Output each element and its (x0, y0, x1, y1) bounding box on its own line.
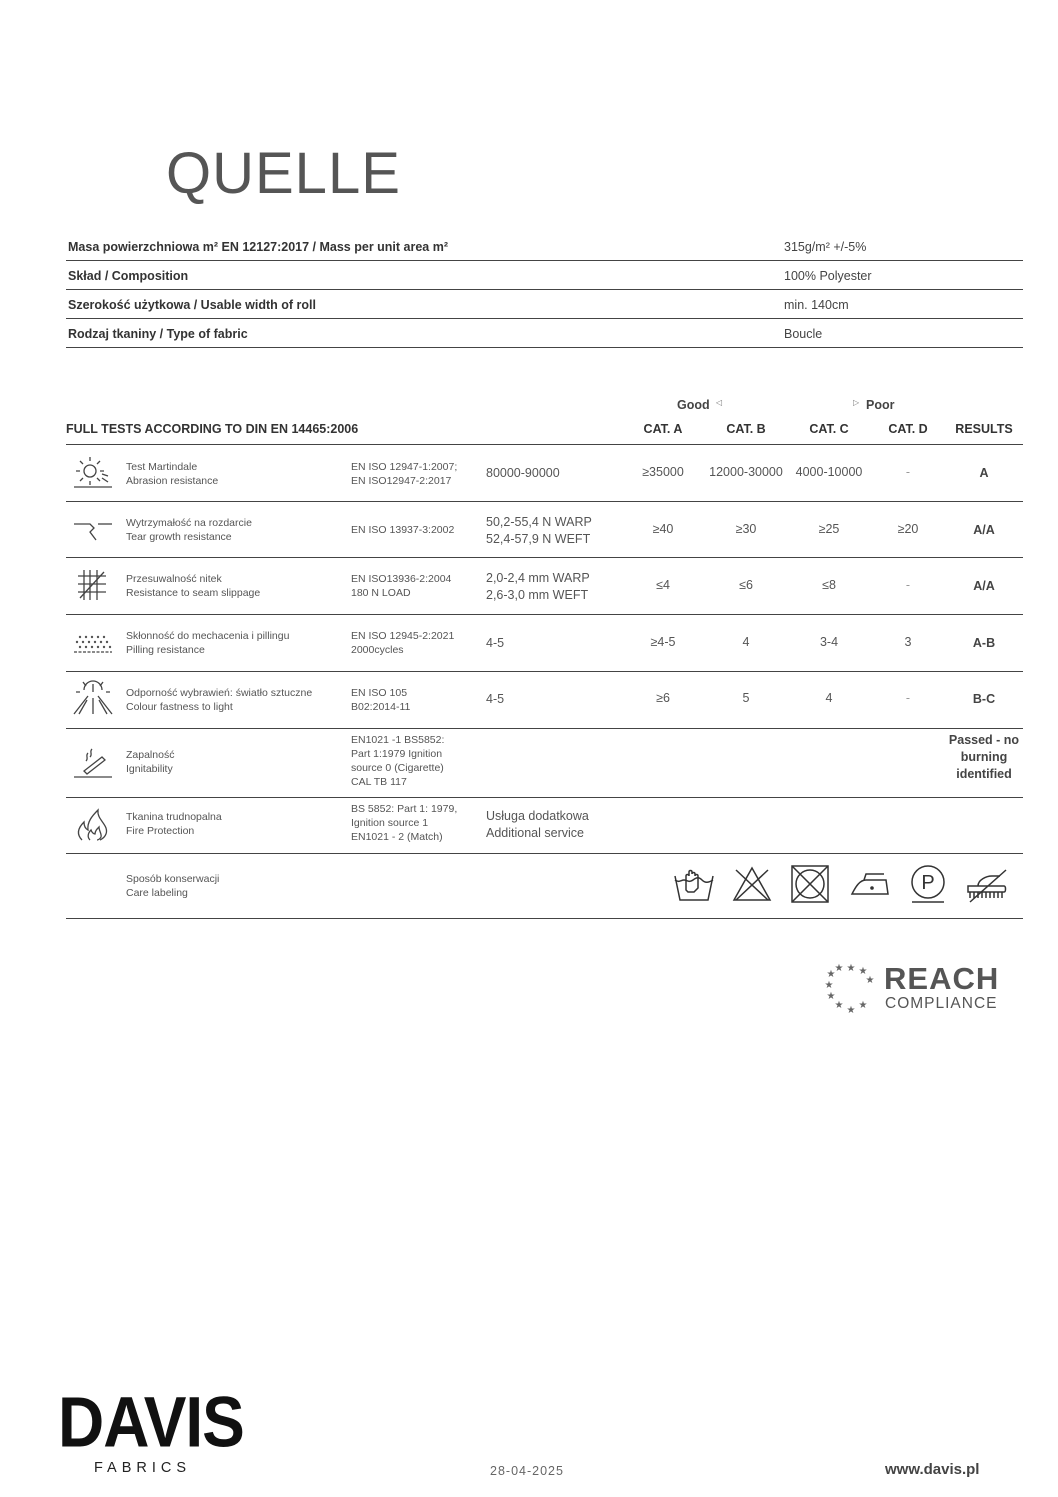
property-label: Szerokość użytkowa / Usable width of roll (68, 298, 316, 312)
cat-d-value: ≥20 (897, 522, 919, 536)
test-norm: EN ISO12947-2:2017 (351, 475, 452, 487)
test-result-value: Additional service (486, 826, 584, 840)
property-value: 100% Polyester (784, 269, 872, 283)
test-norm: EN1021 - 2 (Match) (351, 831, 443, 843)
cat-a-value: ≤4 (656, 578, 670, 592)
no-tumble-dry-icon (788, 862, 832, 906)
tests-title: FULL TESTS ACCORDING TO DIN EN 14465:2006 (66, 422, 359, 436)
cat-d-value: - (905, 465, 911, 479)
cat-b-value: 5 (742, 691, 750, 705)
website-link[interactable]: www.davis.pl (885, 1461, 980, 1478)
result-text: identified (956, 767, 1012, 781)
property-value: 315g/m² +/-5% (784, 240, 867, 254)
test-norm: Ignition source 1 (351, 817, 429, 829)
cat-d-value: 3 (904, 635, 912, 649)
cat-a-value: ≥4-5 (650, 635, 676, 649)
test-norm: EN1021 -1 BS5852: (351, 734, 445, 746)
result-text: burning (960, 750, 1008, 764)
light-fastness-icon (70, 680, 116, 718)
seam-slippage-icon (70, 566, 116, 604)
abrasion-icon (70, 454, 116, 492)
no-bleach-icon (730, 862, 774, 906)
result-class: A/A (973, 579, 995, 593)
test-name-en: Pilling resistance (126, 644, 205, 656)
property-row (66, 261, 1023, 290)
table-row (66, 558, 1023, 615)
tests-header (66, 416, 1023, 445)
table-row (66, 798, 1023, 854)
document-date: 28-04-2025 (490, 1464, 564, 1478)
test-result-value: 80000-90000 (486, 466, 560, 480)
test-result-value: Usługa dodatkowa (486, 809, 589, 823)
tests-table (66, 446, 1023, 919)
cat-a-value: ≥40 (652, 522, 674, 536)
care-label-en: Care labeling (126, 887, 188, 899)
flame-icon (70, 806, 116, 844)
dry-clean-p-icon (906, 862, 950, 906)
test-result-value: 50,2-55,4 N WARP (486, 515, 592, 529)
cat-b-value: ≤6 (739, 578, 753, 592)
test-norm: source 0 (Cigarette) (351, 762, 444, 774)
test-name-pl: Skłonność do mechacenia i pillingu (126, 630, 290, 642)
brand-name: DAVIS (58, 1381, 244, 1463)
test-norm: EN ISO 12945-2:2021 (351, 630, 455, 642)
svg-text:★: ★ (834, 1000, 844, 1011)
cat-b-value: 12000-30000 (709, 465, 783, 479)
test-norm: 180 N LOAD (351, 587, 411, 599)
property-row (66, 290, 1023, 319)
reach-title: REACH (884, 961, 1000, 996)
test-name-pl: Test Martindale (126, 461, 198, 473)
cat-d-value: - (905, 578, 911, 592)
property-value: min. 140cm (784, 298, 849, 312)
cat-c-value: 4 (825, 691, 833, 705)
cat-b-value: 4 (742, 635, 750, 649)
test-name-en: Abrasion resistance (126, 475, 219, 487)
svg-text:★: ★ (865, 975, 875, 986)
no-brush-icon (964, 862, 1010, 906)
page-title: QUELLE (166, 141, 401, 206)
property-row (66, 232, 1023, 261)
property-value: Boucle (784, 327, 823, 341)
test-result-value: 52,4-57,9 N WEFT (486, 532, 591, 546)
test-result-value: 4-5 (486, 636, 505, 650)
test-name-en: Tear growth resistance (126, 531, 232, 543)
svg-text:★: ★ (858, 966, 868, 977)
svg-text:★: ★ (858, 1000, 868, 1011)
table-row (66, 615, 1023, 672)
test-norm: EN ISO 12947-1:2007; (351, 461, 458, 473)
svg-text:★: ★ (834, 963, 844, 974)
svg-text:★: ★ (826, 969, 836, 980)
cigarette-icon (70, 743, 116, 781)
test-norm: CAL TB 117 (351, 776, 407, 788)
arrow-left-icon: ◁ (716, 398, 723, 407)
cat-a-value: ≥35000 (642, 465, 684, 479)
test-name-pl: Przesuwalność nitek (126, 573, 222, 585)
pilling-icon (70, 625, 116, 663)
table-row (66, 446, 1023, 502)
cat-b-value: ≥30 (735, 522, 757, 536)
care-label-pl: Sposób konserwacji (126, 873, 220, 885)
test-name-pl: Wytrzymałość na rozdarcie (126, 517, 252, 529)
svg-text:★: ★ (824, 980, 834, 991)
cat-a-header: CAT. A (643, 422, 683, 436)
test-name-pl: Tkanina trudnopalna (126, 811, 222, 823)
test-name-pl: Zapalność (126, 749, 175, 761)
reach-subtitle: COMPLIANCE (885, 995, 998, 1012)
result-class: A/A (973, 523, 995, 537)
table-row (66, 854, 1023, 919)
test-result-value: 2,0-2,4 mm WARP (486, 571, 590, 585)
property-label: Skład / Composition (68, 269, 189, 283)
test-norm: 2000cycles (351, 644, 404, 656)
care-icons (672, 862, 1012, 906)
test-result-value: 4-5 (486, 692, 505, 706)
test-norm: EN ISO 13937-3:2002 (351, 524, 455, 536)
result-class: A-B (972, 636, 996, 650)
test-norm: B02:2014-11 (351, 701, 411, 713)
scale-good-label: Good (677, 398, 710, 412)
dry-clean-letter: P (921, 872, 935, 894)
property-label: Rodzaj tkaniny / Type of fabric (68, 327, 248, 341)
iron-low-icon (848, 862, 892, 906)
property-label: Masa powierzchniowa m² EN 12127:2017 / Mass per unit area m² (68, 240, 449, 254)
properties-table (66, 232, 1023, 348)
test-norm: BS 5852: Part 1: 1979, (351, 803, 458, 815)
results-header: RESULTS (955, 422, 1013, 436)
test-name-pl: Odporność wybrawień: światło sztuczne (126, 687, 313, 699)
test-name-en: Ignitability (126, 763, 173, 775)
cat-c-value: 3-4 (819, 635, 839, 649)
hand-wash-icon (672, 862, 716, 906)
cat-c-value: ≤8 (822, 578, 836, 592)
test-norm: EN ISO 105 (351, 687, 408, 699)
table-row (66, 502, 1023, 558)
cat-a-value: ≥6 (656, 691, 670, 705)
cat-c-header: CAT. C (809, 422, 849, 436)
result-class: B-C (972, 692, 996, 706)
eu-stars-icon (822, 961, 880, 1017)
cat-c-value: 4000-10000 (795, 465, 863, 479)
test-name-en: Colour fastness to light (126, 701, 233, 713)
table-row (66, 729, 1023, 798)
test-norm: EN ISO13936-2:2004 (351, 573, 452, 585)
cat-b-header: CAT. B (726, 422, 766, 436)
test-norm: Part 1:1979 Ignition (351, 748, 443, 760)
test-name-en: Fire Protection (126, 825, 195, 837)
arrow-right-icon: ▷ (853, 398, 860, 407)
brand-logo (58, 1381, 244, 1476)
brand-subtitle: FABRICS (94, 1460, 192, 1476)
result-class: A (979, 466, 989, 480)
property-row (66, 319, 1023, 348)
result-text: Passed - no (948, 733, 1020, 747)
cat-c-value: ≥25 (818, 522, 840, 536)
test-name-en: Resistance to seam slippage (126, 587, 261, 599)
scale-poor-label: Poor (866, 398, 895, 412)
reach-compliance-badge (822, 961, 1022, 1017)
test-result-value: 2,6-3,0 mm WEFT (486, 588, 589, 602)
cat-d-header: CAT. D (888, 422, 928, 436)
svg-text:★: ★ (846, 963, 856, 974)
tear-icon (70, 512, 116, 550)
svg-text:★: ★ (826, 991, 836, 1002)
svg-text:★: ★ (846, 1005, 856, 1016)
table-row (66, 672, 1023, 729)
cat-d-value: - (905, 691, 911, 705)
